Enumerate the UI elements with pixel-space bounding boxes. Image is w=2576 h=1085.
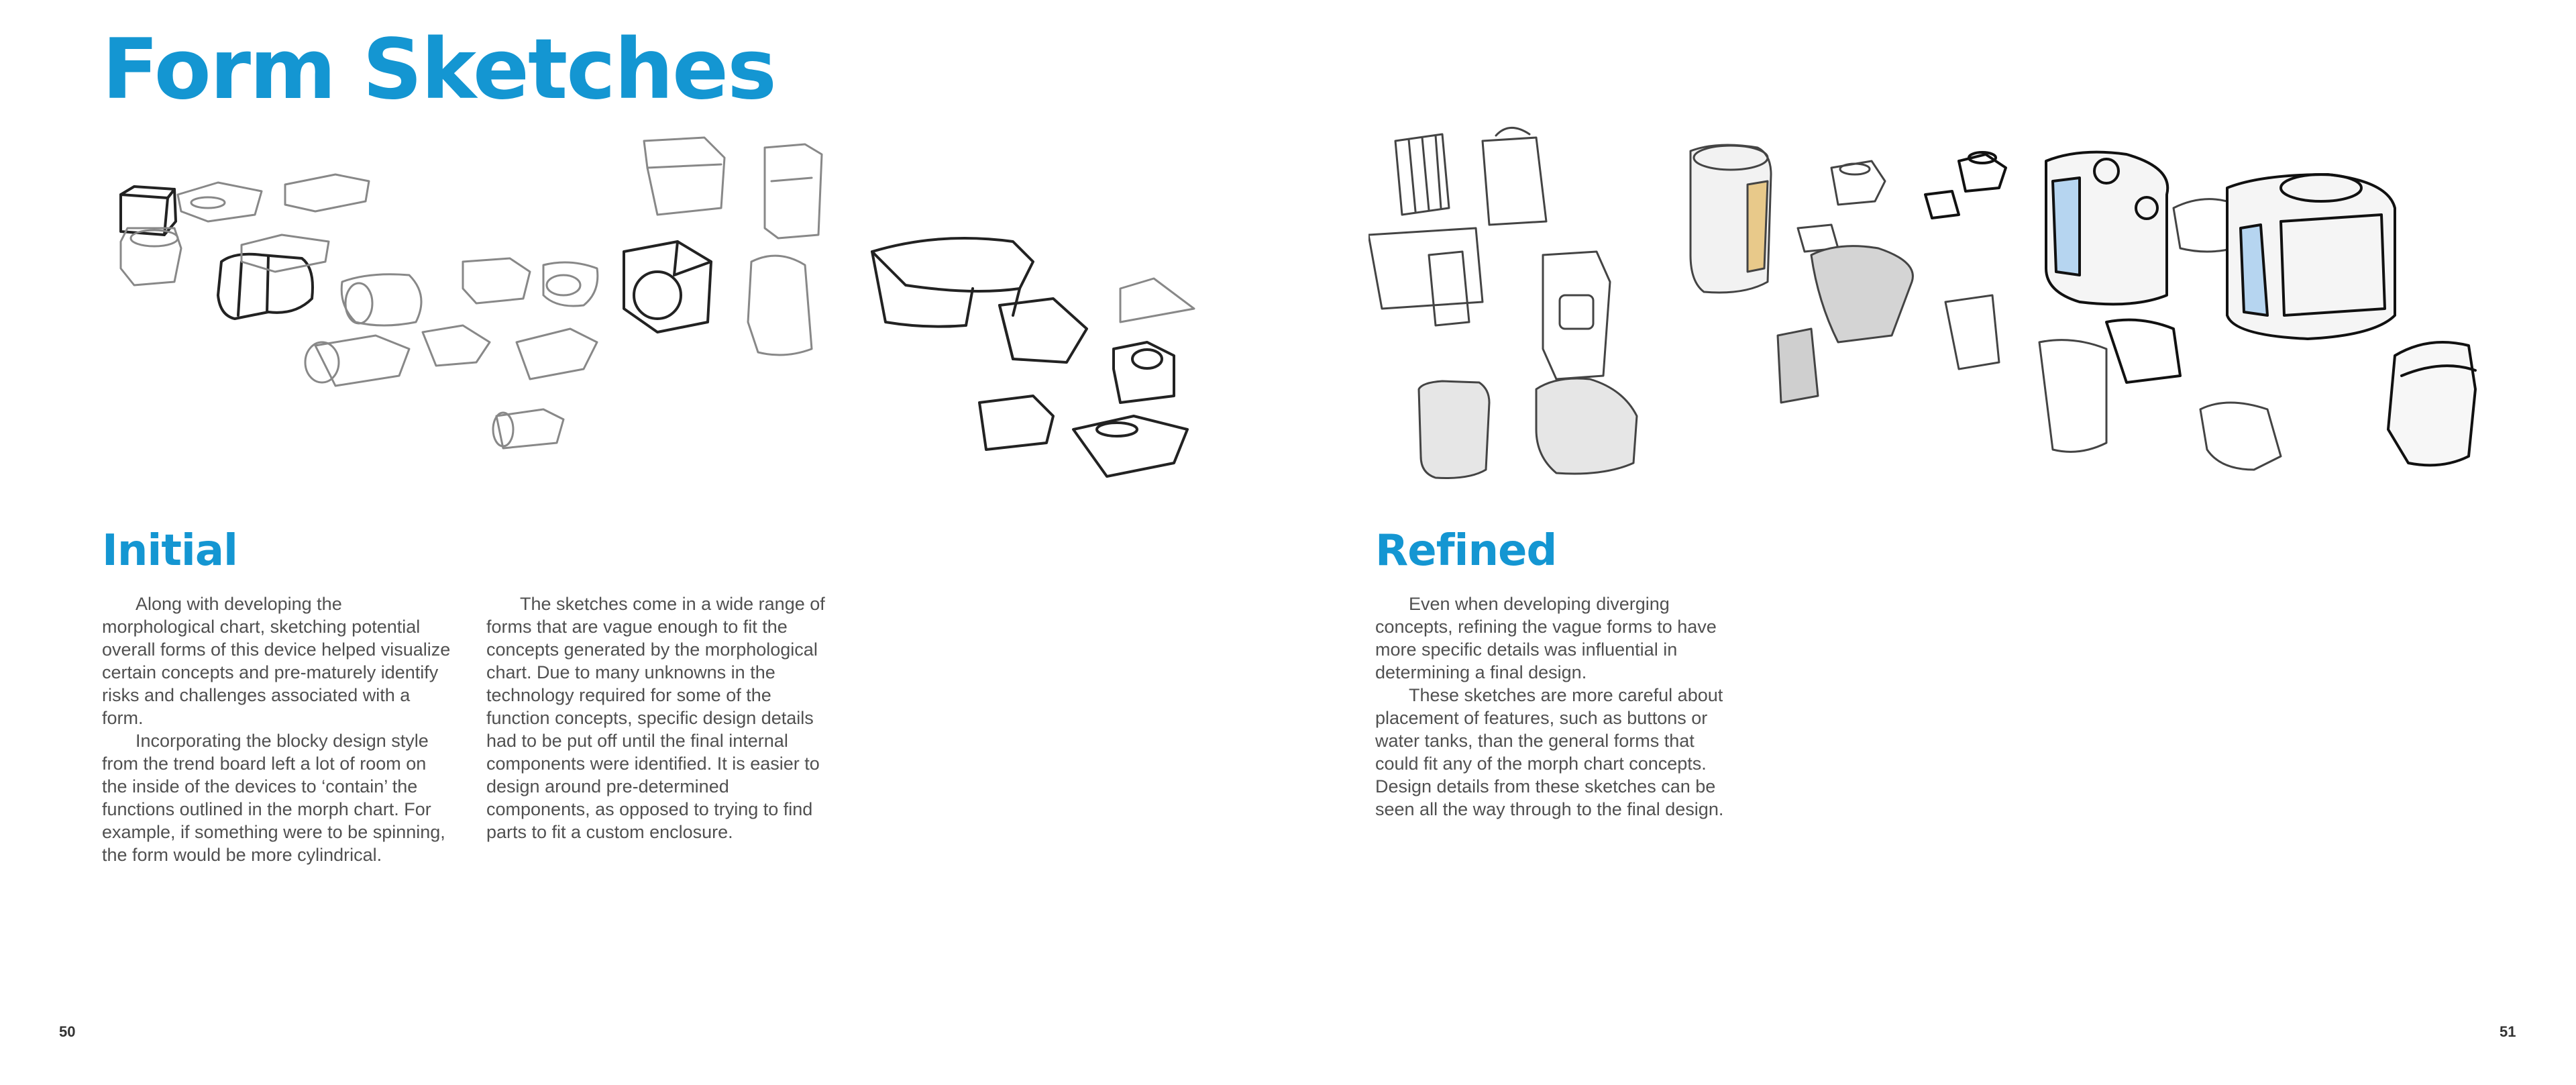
body-text-column: [1375, 592, 1724, 821]
body-text-column: [486, 592, 835, 843]
section-heading-initial: Initial: [102, 526, 237, 576]
page-title: Form Sketches: [102, 21, 775, 118]
paragraph: These sketches are more careful about placement of features, such as buttons or water tanks, than the general forms that could fit any of the morph chart concepts. Design details from these sketches can be seen all the way through to the final design.: [1375, 685, 1724, 819]
initial-sketches-image: [101, 127, 1208, 490]
paragraph: Even when developing diverging concepts, refining the vague forms to have more specific details was influential in determining a final design.: [1375, 594, 1717, 682]
page-number-left: 50: [59, 1023, 76, 1040]
paragraph: Incorporating the blocky design style from the trend board left a lot of room on the inside of the devices to ‘contain’ the functions outlined in the morph chart. For example, if something were to be spinning, the form would be more cylindrical.: [102, 731, 445, 865]
page-number-right: 51: [2500, 1023, 2516, 1040]
body-text-column: [102, 592, 451, 866]
refined-sketches-image: [1368, 121, 2509, 497]
section-heading-refined: Refined: [1375, 526, 1557, 576]
paragraph: Along with developing the morphological chart, sketching potential overall forms of this device helped visualize certain concepts and pre-maturely identify risks and challenges associated with a form.: [102, 594, 451, 728]
paragraph: The sketches come in a wide range of forms that are vague enough to fit the concepts generated by the morphological chart. Due to many unknowns in the technology required for some of the function concepts, specific design details had to be put off until the final internal components were identified. It is easier to design around pre-determined components, as opposed to trying to find parts to fit a custom enclosure.: [486, 594, 825, 842]
